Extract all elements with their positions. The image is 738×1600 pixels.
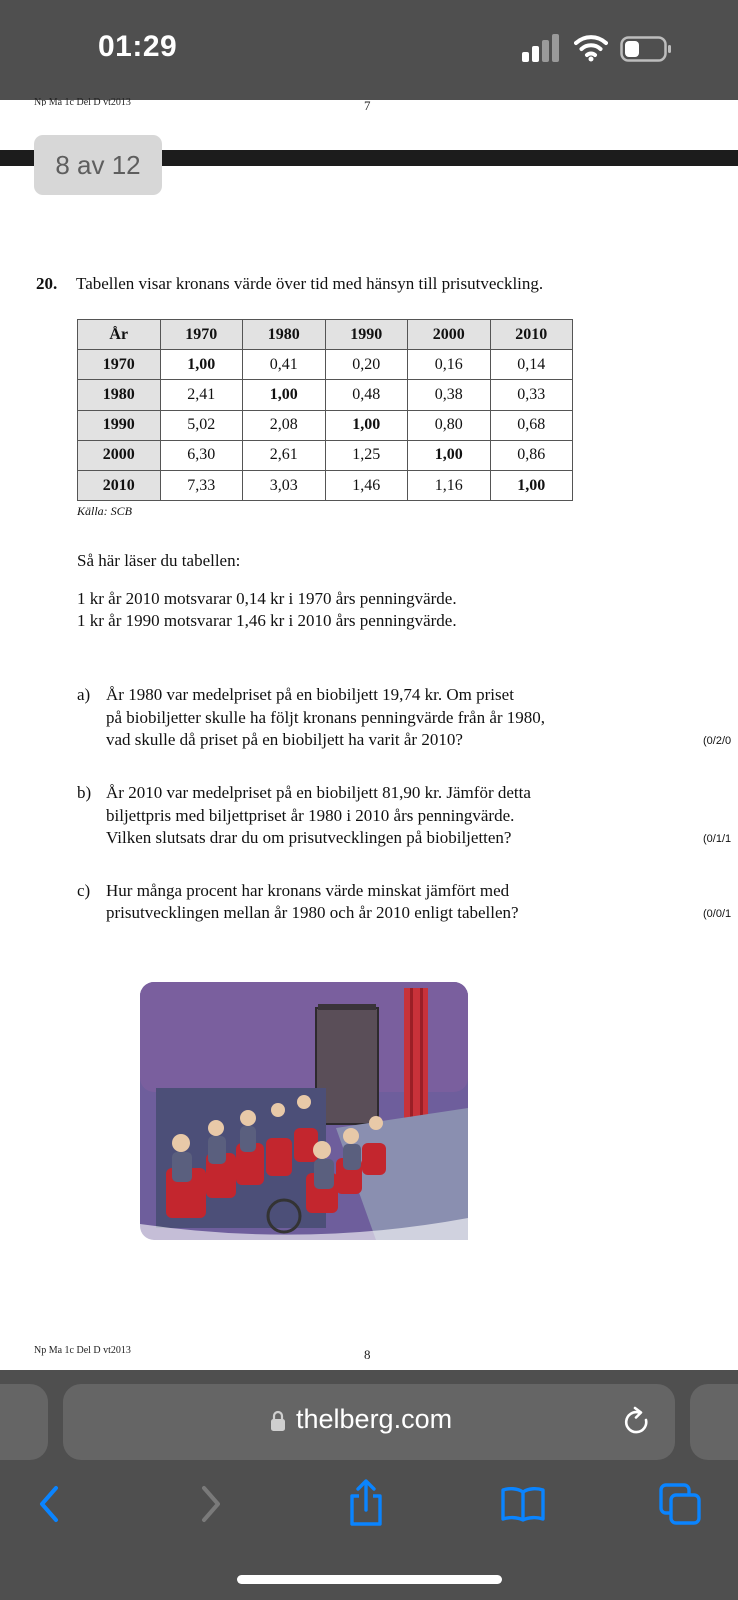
table-cell: 0,48 (325, 380, 408, 410)
lock-icon (270, 1410, 286, 1432)
column-header: 1970 (160, 320, 243, 350)
previous-page-number: 7 (364, 98, 371, 113)
table-cell: 2,41 (160, 380, 243, 410)
page-indicator: 8 av 12 (34, 135, 162, 195)
home-indicator (237, 1575, 502, 1584)
table-row (78, 470, 573, 500)
part-b-text: År 2010 var medelpriset på en biobiljett 81,90 kr. Jämför detta (106, 783, 531, 802)
row-header: 1980 (78, 380, 161, 410)
column-header: 1990 (325, 320, 408, 350)
table-cell: 1,16 (408, 470, 491, 500)
cinema-illustration (136, 978, 472, 1243)
table-cell: 0,33 (490, 380, 573, 410)
part-a-text: på biobiljetter skulle ha följt kronans penningvärde från år 1980, (106, 708, 546, 727)
table-cell: 7,33 (160, 470, 243, 500)
bookmarks-icon[interactable] (500, 1486, 546, 1522)
wifi-icon (574, 32, 608, 62)
table-cell: 6,30 (160, 440, 243, 470)
forward-icon[interactable] (196, 1484, 226, 1524)
table-corner-header: År (78, 320, 161, 350)
row-header: 1970 (78, 350, 161, 380)
table-cell: 1,46 (325, 470, 408, 500)
question-number: 20. (36, 274, 58, 293)
table-cell: 1,00 (160, 350, 243, 380)
status-time: 01:29 (98, 30, 178, 63)
table-cell: 0,41 (243, 350, 326, 380)
table-cell: 0,80 (408, 410, 491, 440)
part-c-points: (0/0/1 (703, 908, 732, 920)
part-a-label: a) (77, 685, 91, 704)
table-cell: 1,00 (408, 440, 491, 470)
question-intro: Tabellen visar kronans värde över tid med hänsyn till prisutveckling. (76, 274, 544, 293)
part-b-text: Vilken slutsats drar du om prisutvecklingen på biobiljetten? (106, 828, 512, 847)
table-cell: 0,14 (490, 350, 573, 380)
table-cell: 1,00 (325, 410, 408, 440)
page-number: 8 (364, 1347, 371, 1362)
part-c-text: prisutvecklingen mellan år 1980 och år 2010 enligt tabellen? (106, 903, 519, 922)
krona-value-table (77, 319, 573, 501)
column-header: 1980 (243, 320, 326, 350)
part-b-text: biljettpris med biljettpriset år 1980 i 2010 års penningvärde. (106, 806, 515, 825)
table-source: Källa: SCB (77, 504, 133, 518)
reload-icon[interactable] (622, 1406, 652, 1438)
table-cell: 1,25 (325, 440, 408, 470)
table-cell: 2,08 (243, 410, 326, 440)
table-cell: 1,00 (243, 380, 326, 410)
column-header: 2010 (490, 320, 573, 350)
part-c-label: c) (77, 881, 91, 900)
part-a-text: vad skulle då priset på en biobiljett ha varit år 2010? (106, 730, 463, 749)
tabs-icon[interactable] (658, 1482, 702, 1526)
part-b-label: b) (77, 783, 92, 802)
row-header: 2000 (78, 440, 161, 470)
table-cell: 0,16 (408, 350, 491, 380)
row-header: 2010 (78, 470, 161, 500)
status-bar (0, 0, 738, 100)
row-header: 1990 (78, 410, 161, 440)
reading-example: 1 kr år 2010 motsvarar 0,14 kr i 1970 års penningvärde. (77, 589, 457, 608)
table-row (78, 440, 573, 470)
table-cell: 0,20 (325, 350, 408, 380)
battery-icon (620, 36, 672, 62)
table-cell: 1,00 (490, 470, 573, 500)
part-b-points: (0/1/1 (703, 833, 732, 845)
share-icon[interactable] (346, 1478, 386, 1528)
reading-instructions-heading: Så här läser du tabellen: (77, 551, 241, 570)
column-header: 2000 (408, 320, 491, 350)
part-c-text: Hur många procent har kronans värde minskat jämfört med (106, 881, 510, 900)
previous-tab-preview[interactable] (0, 1384, 48, 1460)
table-row (78, 380, 573, 410)
part-a-points: (0/2/0 (703, 735, 732, 747)
table-cell: 2,61 (243, 440, 326, 470)
table-cell: 0,86 (490, 440, 573, 470)
cellular-signal-icon (522, 34, 562, 62)
table-cell: 3,03 (243, 470, 326, 500)
url-text[interactable]: thelberg.com (296, 1404, 453, 1434)
part-a-text: År 1980 var medelpriset på en biobiljett 19,74 kr. Om priset (106, 685, 514, 704)
page-footer: Np Ma 1c Del D vt2013 (34, 1345, 131, 1356)
table-cell: 0,38 (408, 380, 491, 410)
reading-example: 1 kr år 1990 motsvarar 1,46 kr i 2010 års penningvärde. (77, 611, 457, 630)
table-header-row (78, 320, 573, 350)
table-row (78, 410, 573, 440)
table-cell: 5,02 (160, 410, 243, 440)
previous-page-footer: Np Ma 1c Del D vt2013 (34, 98, 131, 106)
table-cell: 0,68 (490, 410, 573, 440)
table-row (78, 350, 573, 380)
next-tab-preview[interactable] (690, 1384, 738, 1460)
back-icon[interactable] (34, 1484, 64, 1524)
